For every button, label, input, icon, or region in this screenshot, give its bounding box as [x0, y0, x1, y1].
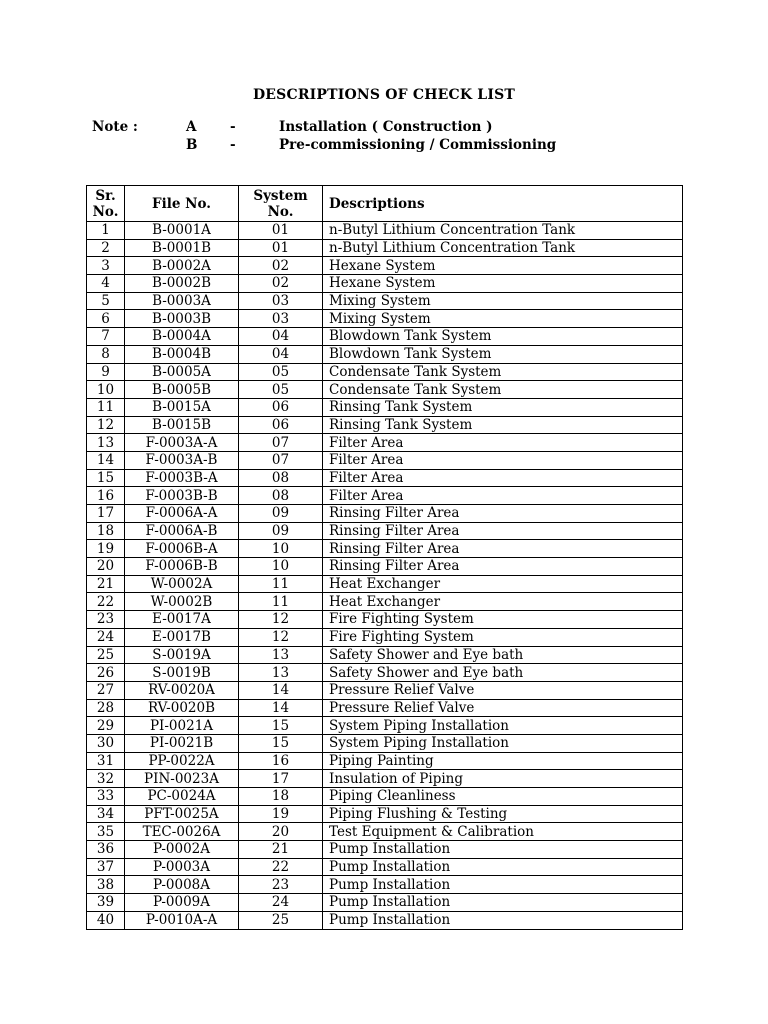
table-row — [87, 858, 683, 876]
cell-system-no: 13 — [239, 646, 323, 664]
cell-sr-no: 23 — [87, 611, 125, 629]
table-row — [87, 681, 683, 699]
cell-sr-no: 21 — [87, 575, 125, 593]
cell-sr-no: 38 — [87, 876, 125, 894]
table-row — [87, 540, 683, 558]
cell-file-no: PP-0022A — [125, 752, 239, 770]
cell-system-no: 12 — [239, 611, 323, 629]
cell-file-no: F-0006A-B — [125, 522, 239, 540]
cell-sr-no: 32 — [87, 770, 125, 788]
cell-sr-no: 34 — [87, 805, 125, 823]
checklist-table — [86, 185, 683, 930]
table-row — [87, 593, 683, 611]
cell-file-no: W-0002B — [125, 593, 239, 611]
cell-description: Filter Area — [323, 469, 683, 487]
table-row — [87, 788, 683, 806]
cell-description: Piping Cleanliness — [323, 788, 683, 806]
table-row — [87, 451, 683, 469]
cell-system-no: 04 — [239, 345, 323, 363]
cell-description: Pump Installation — [323, 894, 683, 912]
cell-file-no: W-0002A — [125, 575, 239, 593]
cell-description: Piping Painting — [323, 752, 683, 770]
cell-system-no: 16 — [239, 752, 323, 770]
cell-description: Safety Shower and Eye bath — [323, 664, 683, 682]
table-row — [87, 894, 683, 912]
cell-sr-no: 13 — [87, 434, 125, 452]
cell-file-no: PC-0024A — [125, 788, 239, 806]
cell-file-no: F-0003B-B — [125, 487, 239, 505]
table-row — [87, 310, 683, 328]
note-key: A — [186, 119, 197, 135]
cell-system-no: 23 — [239, 876, 323, 894]
cell-file-no: B-0001B — [125, 239, 239, 257]
cell-file-no: P-0010A-A — [125, 911, 239, 929]
cell-system-no: 01 — [239, 222, 323, 240]
cell-system-no: 07 — [239, 451, 323, 469]
cell-sr-no: 1 — [87, 222, 125, 240]
cell-file-no: S-0019A — [125, 646, 239, 664]
cell-system-no: 11 — [239, 593, 323, 611]
table-row — [87, 664, 683, 682]
cell-sr-no: 39 — [87, 894, 125, 912]
cell-system-no: 13 — [239, 664, 323, 682]
cell-sr-no: 35 — [87, 823, 125, 841]
cell-sr-no: 29 — [87, 717, 125, 735]
cell-system-no: 02 — [239, 257, 323, 275]
cell-system-no: 11 — [239, 575, 323, 593]
cell-sr-no: 33 — [87, 788, 125, 806]
cell-description: Pump Installation — [323, 841, 683, 859]
cell-description: Fire Fighting System — [323, 628, 683, 646]
cell-system-no: 14 — [239, 699, 323, 717]
cell-description: Rinsing Tank System — [323, 416, 683, 434]
cell-system-no: 10 — [239, 540, 323, 558]
table-row — [87, 770, 683, 788]
cell-system-no: 12 — [239, 628, 323, 646]
cell-system-no: 25 — [239, 911, 323, 929]
cell-description: System Piping Installation — [323, 717, 683, 735]
header-descriptions: Descriptions — [323, 186, 683, 222]
cell-description: Pump Installation — [323, 911, 683, 929]
note-text: Pre-commissioning / Commissioning — [279, 137, 557, 153]
cell-sr-no: 24 — [87, 628, 125, 646]
cell-system-no: 18 — [239, 788, 323, 806]
cell-system-no: 19 — [239, 805, 323, 823]
cell-system-no: 21 — [239, 841, 323, 859]
cell-file-no: F-0003B-A — [125, 469, 239, 487]
table-row — [87, 717, 683, 735]
cell-sr-no: 25 — [87, 646, 125, 664]
cell-description: Fire Fighting System — [323, 611, 683, 629]
table-row — [87, 275, 683, 293]
cell-file-no: B-0015B — [125, 416, 239, 434]
cell-sr-no: 20 — [87, 558, 125, 576]
cell-description: Condensate Tank System — [323, 381, 683, 399]
cell-description: System Piping Installation — [323, 734, 683, 752]
note-text: Installation ( Construction ) — [279, 119, 493, 135]
cell-file-no: P-0002A — [125, 841, 239, 859]
note-key: B — [186, 137, 198, 153]
cell-system-no: 05 — [239, 363, 323, 381]
cell-description: Pump Installation — [323, 876, 683, 894]
cell-description: Blowdown Tank System — [323, 345, 683, 363]
table-row — [87, 558, 683, 576]
cell-description: Insulation of Piping — [323, 770, 683, 788]
table-row — [87, 734, 683, 752]
cell-description: n-Butyl Lithium Concentration Tank — [323, 222, 683, 240]
cell-file-no: B-0005A — [125, 363, 239, 381]
cell-sr-no: 8 — [87, 345, 125, 363]
cell-sr-no: 36 — [87, 841, 125, 859]
cell-system-no: 02 — [239, 275, 323, 293]
table-row — [87, 328, 683, 346]
cell-sr-no: 16 — [87, 487, 125, 505]
cell-file-no: PFT-0025A — [125, 805, 239, 823]
table-row — [87, 699, 683, 717]
cell-system-no: 20 — [239, 823, 323, 841]
cell-system-no: 22 — [239, 858, 323, 876]
cell-sr-no: 14 — [87, 451, 125, 469]
note-label: Note : — [92, 119, 138, 135]
cell-description: Mixing System — [323, 310, 683, 328]
table-row — [87, 876, 683, 894]
note-dash: - — [230, 119, 236, 135]
cell-file-no: F-0006A-A — [125, 505, 239, 523]
header-system-no: System No. — [239, 186, 323, 222]
cell-description: Heat Exchanger — [323, 593, 683, 611]
cell-sr-no: 31 — [87, 752, 125, 770]
cell-system-no: 09 — [239, 505, 323, 523]
cell-system-no: 09 — [239, 522, 323, 540]
cell-sr-no: 4 — [87, 275, 125, 293]
cell-system-no: 24 — [239, 894, 323, 912]
cell-system-no: 07 — [239, 434, 323, 452]
header-sr-no: Sr. No. — [87, 186, 125, 222]
table-row — [87, 611, 683, 629]
cell-sr-no: 17 — [87, 505, 125, 523]
cell-system-no: 04 — [239, 328, 323, 346]
table-row — [87, 911, 683, 929]
cell-sr-no: 27 — [87, 681, 125, 699]
cell-file-no: P-0009A — [125, 894, 239, 912]
cell-file-no: TEC-0026A — [125, 823, 239, 841]
cell-file-no: F-0003A-B — [125, 451, 239, 469]
table-row — [87, 841, 683, 859]
table-row — [87, 257, 683, 275]
cell-sr-no: 2 — [87, 239, 125, 257]
cell-system-no: 01 — [239, 239, 323, 257]
header-file-no: File No. — [125, 186, 239, 222]
cell-description: Blowdown Tank System — [323, 328, 683, 346]
cell-description: Hexane System — [323, 275, 683, 293]
cell-description: n-Butyl Lithium Concentration Tank — [323, 239, 683, 257]
cell-file-no: B-0003B — [125, 310, 239, 328]
cell-file-no: PIN-0023A — [125, 770, 239, 788]
cell-description: Filter Area — [323, 487, 683, 505]
cell-description: Rinsing Filter Area — [323, 522, 683, 540]
cell-description: Rinsing Filter Area — [323, 505, 683, 523]
cell-file-no: RV-0020A — [125, 681, 239, 699]
cell-description: Filter Area — [323, 434, 683, 452]
note-dash: - — [230, 137, 236, 153]
cell-description: Mixing System — [323, 292, 683, 310]
cell-description: Condensate Tank System — [323, 363, 683, 381]
table-row — [87, 575, 683, 593]
cell-file-no: F-0006B-A — [125, 540, 239, 558]
cell-file-no: E-0017B — [125, 628, 239, 646]
cell-file-no: F-0003A-A — [125, 434, 239, 452]
cell-file-no: B-0005B — [125, 381, 239, 399]
table-row — [87, 363, 683, 381]
cell-system-no: 17 — [239, 770, 323, 788]
cell-system-no: 03 — [239, 292, 323, 310]
table-row — [87, 222, 683, 240]
table-header-row — [87, 186, 683, 222]
cell-sr-no: 5 — [87, 292, 125, 310]
cell-description: Piping Flushing & Testing — [323, 805, 683, 823]
cell-system-no: 15 — [239, 734, 323, 752]
cell-file-no: B-0002A — [125, 257, 239, 275]
cell-description: Rinsing Filter Area — [323, 540, 683, 558]
cell-sr-no: 7 — [87, 328, 125, 346]
cell-file-no: B-0002B — [125, 275, 239, 293]
table-row — [87, 239, 683, 257]
cell-system-no: 10 — [239, 558, 323, 576]
cell-sr-no: 18 — [87, 522, 125, 540]
table-row — [87, 805, 683, 823]
cell-system-no: 08 — [239, 469, 323, 487]
cell-file-no: P-0003A — [125, 858, 239, 876]
cell-sr-no: 30 — [87, 734, 125, 752]
table-row — [87, 292, 683, 310]
table-row — [87, 398, 683, 416]
table-row — [87, 434, 683, 452]
cell-sr-no: 22 — [87, 593, 125, 611]
cell-description: Pressure Relief Valve — [323, 681, 683, 699]
cell-description: Safety Shower and Eye bath — [323, 646, 683, 664]
cell-file-no: B-0001A — [125, 222, 239, 240]
page-title: DESCRIPTIONS OF CHECK LIST — [252, 87, 516, 103]
cell-description: Pressure Relief Valve — [323, 699, 683, 717]
cell-sr-no: 28 — [87, 699, 125, 717]
cell-sr-no: 9 — [87, 363, 125, 381]
cell-file-no: S-0019B — [125, 664, 239, 682]
table-row — [87, 381, 683, 399]
table-row — [87, 345, 683, 363]
table-row — [87, 752, 683, 770]
table-row — [87, 823, 683, 841]
cell-file-no: B-0004A — [125, 328, 239, 346]
cell-sr-no: 10 — [87, 381, 125, 399]
table-row — [87, 469, 683, 487]
cell-file-no: E-0017A — [125, 611, 239, 629]
table-row — [87, 628, 683, 646]
cell-system-no: 06 — [239, 398, 323, 416]
cell-sr-no: 37 — [87, 858, 125, 876]
cell-description: Heat Exchanger — [323, 575, 683, 593]
cell-description: Rinsing Tank System — [323, 398, 683, 416]
cell-file-no: F-0006B-B — [125, 558, 239, 576]
table-row — [87, 522, 683, 540]
table-row — [87, 505, 683, 523]
cell-file-no: PI-0021B — [125, 734, 239, 752]
cell-description: Filter Area — [323, 451, 683, 469]
cell-sr-no: 26 — [87, 664, 125, 682]
cell-system-no: 03 — [239, 310, 323, 328]
table-row — [87, 416, 683, 434]
cell-sr-no: 11 — [87, 398, 125, 416]
cell-file-no: PI-0021A — [125, 717, 239, 735]
cell-sr-no: 15 — [87, 469, 125, 487]
cell-sr-no: 40 — [87, 911, 125, 929]
table-row — [87, 646, 683, 664]
cell-file-no: B-0003A — [125, 292, 239, 310]
cell-file-no: P-0008A — [125, 876, 239, 894]
cell-file-no: B-0004B — [125, 345, 239, 363]
cell-description: Test Equipment & Calibration — [323, 823, 683, 841]
cell-sr-no: 19 — [87, 540, 125, 558]
cell-sr-no: 6 — [87, 310, 125, 328]
cell-system-no: 15 — [239, 717, 323, 735]
cell-description: Hexane System — [323, 257, 683, 275]
cell-system-no: 05 — [239, 381, 323, 399]
table-row — [87, 487, 683, 505]
cell-sr-no: 12 — [87, 416, 125, 434]
cell-file-no: B-0015A — [125, 398, 239, 416]
cell-file-no: RV-0020B — [125, 699, 239, 717]
cell-system-no: 14 — [239, 681, 323, 699]
cell-sr-no: 3 — [87, 257, 125, 275]
cell-system-no: 08 — [239, 487, 323, 505]
cell-system-no: 06 — [239, 416, 323, 434]
cell-description: Pump Installation — [323, 858, 683, 876]
cell-description: Rinsing Filter Area — [323, 558, 683, 576]
